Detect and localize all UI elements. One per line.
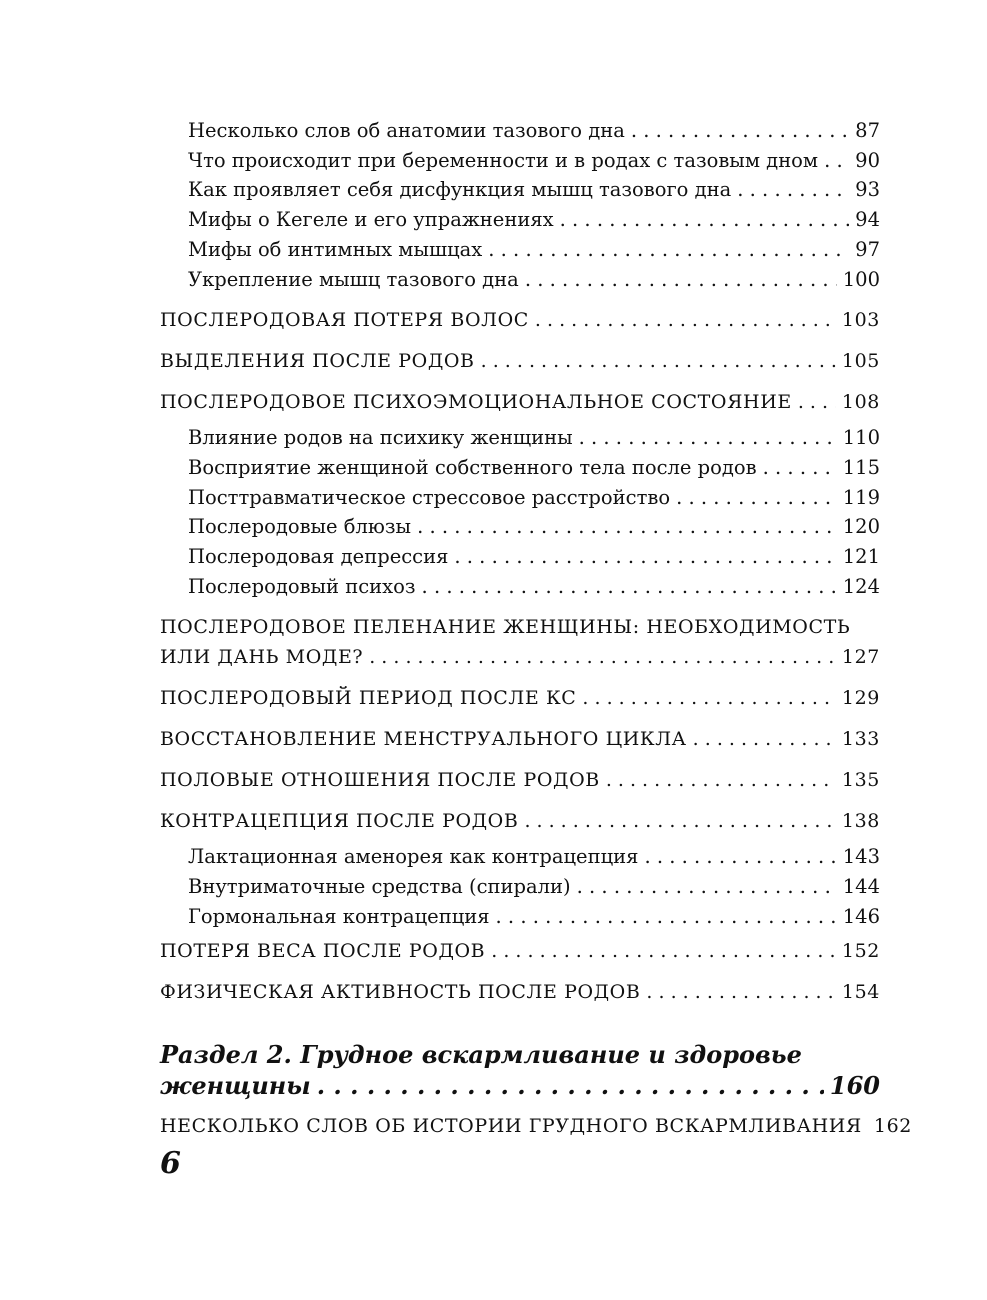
page-number: 6 bbox=[160, 1146, 181, 1181]
dot-leader bbox=[488, 235, 849, 265]
toc-entry-title: Лактационная аменорея как контрацепция bbox=[188, 845, 639, 869]
toc-entry-page: 110 bbox=[842, 426, 880, 450]
toc-chapter bbox=[160, 806, 880, 836]
toc-entry-page: 143 bbox=[842, 845, 880, 869]
toc-entry bbox=[160, 842, 880, 872]
toc-entry bbox=[160, 235, 880, 265]
toc-chapter bbox=[160, 724, 880, 754]
dot-leader bbox=[646, 977, 836, 1007]
toc-chapter-title: ФИЗИЧЕСКАЯ АКТИВНОСТЬ ПОСЛЕ РОДОВ bbox=[160, 980, 641, 1003]
toc-entry-page: 124 bbox=[842, 574, 880, 598]
toc-entry-title: Гормональная контрацепция bbox=[188, 904, 490, 928]
toc-entry bbox=[160, 175, 880, 205]
dot-leader bbox=[560, 205, 850, 235]
toc-entry-title: Укрепление мышц тазового дна bbox=[188, 267, 519, 291]
dot-leader bbox=[535, 305, 836, 335]
toc-entry-title: Как проявляет себя дисфункция мышц тазового дна bbox=[188, 178, 732, 202]
toc-entry-page: 115 bbox=[842, 455, 880, 479]
toc-entry bbox=[160, 542, 880, 572]
toc-chapter-title: ПОСЛЕРОДОВАЯ ПОТЕРЯ ВОЛОС bbox=[160, 309, 529, 332]
toc-chapter-title-line1: ПОСЛЕРОДОВОЕ ПЕЛЕНАНИЕ ЖЕНЩИНЫ: НЕОБХОДИМОСТЬ bbox=[160, 616, 851, 639]
toc-chapter bbox=[160, 612, 880, 672]
toc-chapter-page: 152 bbox=[841, 939, 880, 962]
toc-chapter bbox=[160, 683, 880, 713]
dot-leader bbox=[524, 806, 835, 836]
toc-entry-page: 87 bbox=[855, 119, 880, 142]
toc-chapter-title: ВОССТАНОВЛЕНИЕ МЕНСТРУАЛЬНОГО ЦИКЛА bbox=[160, 728, 687, 751]
dot-leader bbox=[417, 512, 837, 542]
section-page: 160 bbox=[829, 1070, 880, 1100]
dot-leader bbox=[369, 642, 836, 672]
toc-chapter-page: 162 bbox=[873, 1114, 912, 1137]
toc-entry-title: Посттравматическое стрессовое расстройство bbox=[188, 485, 671, 509]
toc-entry bbox=[160, 872, 880, 902]
dot-leader bbox=[606, 765, 836, 795]
dot-leader bbox=[693, 724, 836, 754]
toc-chapter-page: 108 bbox=[841, 391, 880, 414]
toc-chapter-title: КОНТРАЦЕПЦИЯ ПОСЛЕ РОДОВ bbox=[160, 810, 519, 833]
dot-leader bbox=[577, 872, 837, 902]
toc-chapter bbox=[160, 765, 880, 795]
toc-entry-page: 144 bbox=[842, 875, 880, 899]
dot-leader bbox=[525, 265, 837, 295]
toc-entry bbox=[160, 483, 880, 513]
toc-entry bbox=[160, 572, 880, 602]
toc-chapter-title: ПОСЛЕРОДОВЫЙ ПЕРИОД ПОСЛЕ КС bbox=[160, 687, 577, 710]
dot-leader bbox=[582, 683, 836, 713]
toc-entry-page: 120 bbox=[842, 515, 880, 539]
toc-entry-page: 97 bbox=[855, 237, 880, 261]
toc-entry bbox=[160, 512, 880, 542]
section-title-line2: женщины bbox=[160, 1070, 311, 1100]
toc-chapter bbox=[160, 305, 880, 335]
toc-entry bbox=[160, 265, 880, 295]
dot-leader bbox=[798, 387, 836, 417]
toc-entry bbox=[160, 146, 880, 176]
dot-leader bbox=[491, 936, 836, 966]
toc-chapter-title: НЕСКОЛЬКО СЛОВ ОБ ИСТОРИИ ГРУДНОГО ВСКАРМЛИВАНИЯ bbox=[160, 1114, 862, 1137]
toc-chapter-title: ПОТЕРЯ ВЕСА ПОСЛЕ РОДОВ bbox=[160, 939, 486, 962]
toc-entry-page: 119 bbox=[842, 485, 880, 509]
toc-chapter-page: 129 bbox=[841, 687, 880, 710]
dot-leader bbox=[631, 116, 849, 146]
dot-leader bbox=[824, 146, 849, 176]
section-title-line1: Раздел 2. Грудное вскармливание и здоровье bbox=[160, 1039, 802, 1069]
dot-leader bbox=[317, 1070, 824, 1101]
toc-chapter bbox=[160, 1111, 912, 1141]
toc-chapter-title: ВЫДЕЛЕНИЯ ПОСЛЕ РОДОВ bbox=[160, 350, 475, 373]
toc-entry-title: Послеродовые блюзы bbox=[188, 515, 412, 539]
toc-entry bbox=[160, 116, 880, 146]
toc-entry-title: Послеродовая депрессия bbox=[188, 545, 449, 569]
dot-leader bbox=[422, 572, 837, 602]
toc-entry-page: 94 bbox=[855, 208, 880, 232]
toc-chapter bbox=[160, 346, 880, 376]
toc-chapter bbox=[160, 387, 880, 417]
toc-chapter-page: 135 bbox=[841, 769, 880, 792]
toc-chapter-page: 127 bbox=[841, 646, 880, 669]
toc-entry-page: 93 bbox=[855, 178, 880, 202]
toc-chapter-page: 105 bbox=[841, 350, 880, 373]
toc-entry-title: Внутриматочные средства (спирали) bbox=[188, 875, 571, 899]
dot-leader bbox=[454, 542, 836, 572]
toc-section-heading bbox=[160, 1039, 880, 1101]
dot-leader bbox=[763, 453, 837, 483]
dot-leader bbox=[644, 842, 836, 872]
toc-chapter-page: 154 bbox=[841, 980, 880, 1003]
toc-entry-title: Влияние родов на психику женщины bbox=[188, 426, 573, 450]
toc-entry bbox=[160, 423, 880, 453]
toc-entry-page: 146 bbox=[842, 904, 880, 928]
toc-entry-page: 121 bbox=[842, 545, 880, 569]
toc-chapter-page: 133 bbox=[841, 728, 880, 751]
toc-entry-title: Что происходит при беременности и в родах с тазовым дном bbox=[188, 148, 819, 172]
dot-leader bbox=[481, 346, 836, 376]
dot-leader bbox=[737, 175, 849, 205]
toc-chapter-title: ПОСЛЕРОДОВОЕ ПСИХОЭМОЦИОНАЛЬНОЕ СОСТОЯНИЕ bbox=[160, 391, 792, 414]
toc-chapter bbox=[160, 936, 880, 966]
toc-entry-title: Мифы об интимных мышцах bbox=[188, 237, 483, 261]
toc-entry-title: Восприятие женщиной собственного тела после родов bbox=[188, 455, 757, 479]
toc-entry-page: 100 bbox=[842, 267, 880, 291]
dot-leader bbox=[579, 423, 837, 453]
toc-entry-title: Несколько слов об анатомии тазового дна bbox=[188, 119, 625, 142]
toc-chapter-title-line2: ИЛИ ДАНЬ МОДЕ? bbox=[160, 646, 364, 669]
toc-entry-title: Мифы о Кегеле и его упражнениях bbox=[188, 208, 554, 232]
toc-entry-title: Послеродовый психоз bbox=[188, 574, 416, 598]
toc-chapter-page: 103 bbox=[841, 309, 880, 332]
dot-leader bbox=[676, 483, 837, 513]
toc-entry-page: 90 bbox=[855, 148, 880, 172]
toc-chapter-title: ПОЛОВЫЕ ОТНОШЕНИЯ ПОСЛЕ РОДОВ bbox=[160, 769, 600, 792]
dot-leader bbox=[496, 902, 837, 932]
toc-chapter bbox=[160, 977, 880, 1007]
toc-entry bbox=[160, 902, 880, 932]
toc-chapter-page: 138 bbox=[841, 810, 880, 833]
table-of-contents bbox=[160, 116, 912, 1141]
toc-entry bbox=[160, 453, 880, 483]
toc-entry bbox=[160, 205, 880, 235]
